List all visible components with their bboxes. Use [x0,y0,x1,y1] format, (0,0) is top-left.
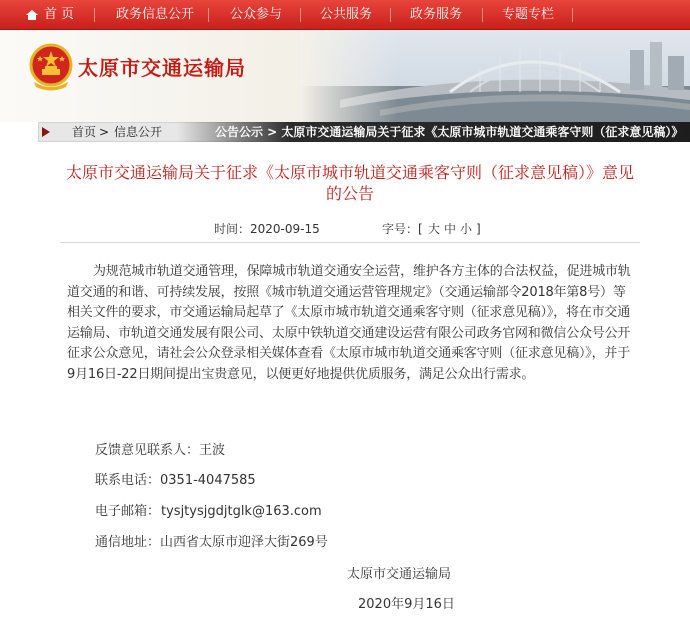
bridge-banner-image [300,30,690,122]
font-size-bracket-open: [ [418,222,423,236]
email-label: 电子邮箱： [95,504,161,519]
mailing-address: 通信地址：山西省太原市迎泽大街269号 [95,535,328,550]
breadcrumb-current: 公告公示 > 太原市交通运输局关于征求《太原市城市轨道交通乘客守则（征求意见稿）》 [177,122,690,142]
publish-time: 2020-09-15 [250,222,320,236]
breadcrumb-home[interactable]: 首页 [72,125,97,139]
breadcrumb [38,122,684,142]
site-title: 太原市交通运输局 [78,56,246,80]
nav-special-topics[interactable]: 专题专栏 [502,7,555,22]
nav-separator [572,8,573,22]
nav-separator [300,8,301,22]
contact-person: 反馈意见联系人：王波 [95,443,226,458]
signer: 太原市交通运输局 [347,567,452,582]
nav-government-info[interactable]: 政务信息公开 [116,7,195,22]
top-navigation [0,0,690,30]
font-size-medium-button[interactable]: 中 [444,222,457,236]
font-size-label: 字号： [382,222,419,236]
email-address[interactable]: tysjtysjgdjtglk@163.com [161,504,322,519]
nav-home[interactable]: 首 页 [44,7,75,22]
triangle-right-icon [42,127,50,137]
site-banner [0,30,690,122]
header-divider [60,242,640,243]
font-size-large-button[interactable]: 大 [428,222,441,236]
nav-separator [482,8,483,22]
breadcrumb-section[interactable]: 信息公开 [114,125,163,139]
article-title: 太原市交通运输局关于征求《太原市城市轨道交通乘客守则（征求意见稿）》意见的公告 [65,163,634,203]
nav-public-participation[interactable]: 公众参与 [230,7,283,22]
nav-separator [94,8,95,22]
nav-separator [390,8,391,22]
nav-separator [208,8,209,22]
sign-date: 2020年9月16日 [358,597,455,612]
font-size-small-button[interactable]: 小 [460,222,473,236]
national-emblem-icon [28,42,74,92]
nav-public-service[interactable]: 公共服务 [320,7,373,22]
nav-government-service[interactable]: 政务服务 [410,7,463,22]
font-size-bracket-close: ] [476,222,481,236]
article-body: 为规范城市轨道交通管理，保障城市轨道交通安全运营，维护各方主体的合法权益，促进城市轨道交通的和谐、可持续发展，按照《城市轨道交通运营管理规定》（交通运输部令2018年第8号）等相关文件的要求，市交通运输局起草了《太原市城市轨道交通乘客守则（征求意见稿）》，将在市交通运输局、市轨道交通发展有限公司、太原中铁轨道交通建设运营有限公司政务官网和微信公众号公开征求公众意见，请社会公众登录相关媒体查看《太原市城市轨道交通乘客守则（征求意见稿）》，并于9月16日-22日期间提出宝贵意见，以便更好地提供优质服务，满足公众出行需求。 [67,264,631,382]
breadcrumb-separator: > [99,125,110,139]
home-icon [26,10,38,20]
publish-time-label: 时间： [214,222,251,236]
contact-phone: 联系电话：0351-4047585 [95,473,256,488]
